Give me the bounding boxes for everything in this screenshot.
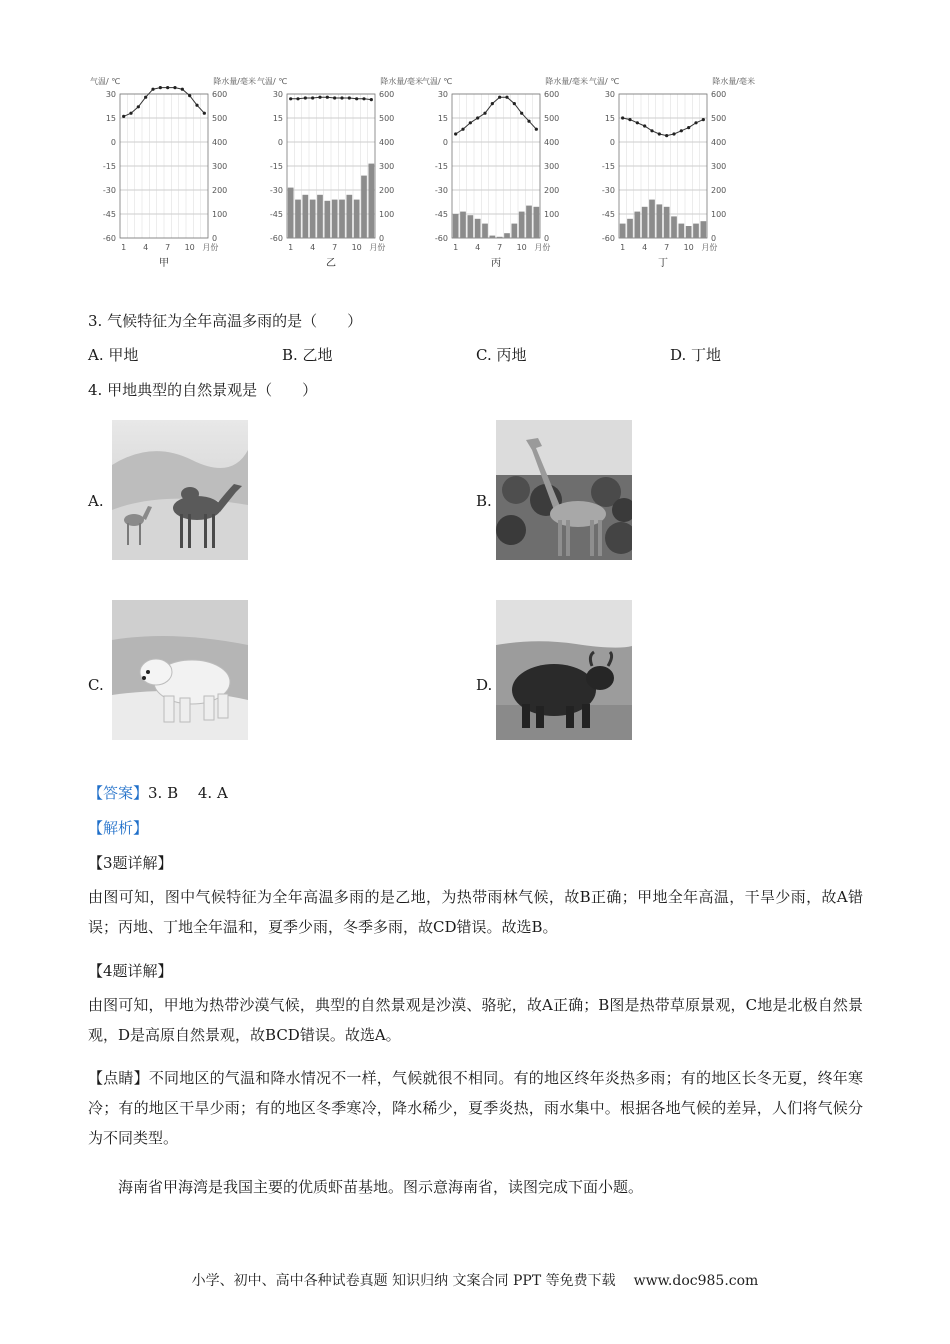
temp-point [621,116,624,119]
temp-tick-label: 15 [272,114,283,123]
month-axis-label: 月份 [701,243,718,252]
q4-detail-tag: 【4题详解】 [88,962,173,980]
temp-tick-label: 15 [105,114,116,123]
precip-tick-label: 100 [379,210,395,219]
q3-option-d[interactable]: D. 丁地 [670,346,722,364]
giraffe-savanna-photo [496,420,632,560]
temp-point [658,132,661,135]
next-question-intro: 海南省甲海湾是我国主要的优质虾苗基地。图示意海南省，读图完成下面小题。 [118,1178,644,1196]
month-tick-label: 10 [351,243,362,252]
temp-axis-label: 气温/ ℃ [422,77,453,86]
month-tick-label: 1 [620,243,626,252]
temp-point [520,112,523,115]
precip-tick-label: 0 [544,234,550,243]
temp-point [665,134,668,137]
temp-tick-label: 30 [105,90,116,99]
month-tick-label: 1 [453,243,459,252]
precip-bar [656,204,662,238]
precip-tick-label: 500 [711,114,727,123]
precip-tick-label: 200 [212,186,228,195]
climate-chart-bing [420,72,590,272]
precip-bar [497,237,503,238]
month-tick-label: 7 [332,243,338,252]
month-tick-label: 4 [310,243,316,252]
temp-point [636,121,639,124]
footer-site-link[interactable]: www.doc985.com [633,1273,759,1289]
temp-point [702,118,705,121]
precip-bar [700,221,706,238]
temp-point [144,96,147,99]
temp-tick-label: -60 [269,234,283,243]
precip-bar [317,195,323,238]
month-tick-label: 4 [642,243,648,252]
camel-desert-photo [112,420,248,560]
temp-point [694,121,697,124]
temp-tick-label: -45 [601,210,615,219]
climate-chart-yi [255,72,425,272]
precip-bar [368,164,374,238]
precip-bar [649,200,655,238]
temp-tick-label: -15 [269,162,283,171]
temp-point [304,96,307,99]
precip-bar [361,176,367,238]
precip-tick-label: 600 [379,90,395,99]
precip-bar [339,200,345,238]
month-tick-label: 4 [475,243,481,252]
precip-axis-label: 降水量/毫米 [380,77,423,86]
precip-bar [686,226,692,238]
analysis-tag: 【解析】 [88,819,149,837]
precip-tick-label: 500 [212,114,228,123]
precip-tick-label: 600 [544,90,560,99]
month-tick-label: 1 [121,243,127,252]
precip-bar [526,206,532,238]
precip-tick-label: 400 [544,138,560,147]
temp-point [505,96,508,99]
precip-bar [288,188,294,238]
temp-point [355,97,358,100]
temp-point [527,120,530,123]
temp-point [203,112,206,115]
temp-point [454,132,457,135]
q3-stem: 3. 气候特征为全年高温多雨的是（ ） [88,312,363,330]
temp-point [483,112,486,115]
temp-point [195,104,198,107]
precip-tick-label: 400 [379,138,395,147]
temp-point [461,128,464,131]
temp-point [340,96,343,99]
precip-bar [533,207,539,238]
temp-tick-label: -45 [102,210,116,219]
precip-bar [511,224,517,238]
precip-tick-label: 200 [544,186,560,195]
temp-tick-label: 15 [604,114,615,123]
precip-bar [324,201,330,238]
month-tick-label: 7 [497,243,503,252]
precip-tick-label: 300 [212,162,228,171]
precip-bar [693,224,699,238]
month-axis-label: 月份 [534,243,551,252]
climate-chart-jia [88,72,258,272]
chart-caption: 甲 [159,258,169,269]
temp-point [296,97,299,100]
temp-point [181,88,184,91]
temp-tick-label: 0 [609,138,615,147]
precip-bar [460,212,466,238]
polar-bear-photo [112,600,248,740]
temp-tick-label: 0 [442,138,448,147]
precip-tick-label: 600 [711,90,727,99]
temp-tick-label: -30 [434,186,448,195]
temp-tick-label: -15 [601,162,615,171]
temp-point [672,132,675,135]
month-tick-label: 4 [143,243,149,252]
temp-point [469,121,472,124]
answer-tag: 【答案】 [88,784,149,802]
precip-bar [302,195,308,238]
temp-point [348,96,351,99]
precip-bar [664,207,670,238]
temp-point [289,97,292,100]
precip-bar [519,212,525,238]
precip-bar [620,224,626,238]
temp-axis-label: 气温/ ℃ [589,77,620,86]
precip-bar [332,200,338,238]
precip-bar [475,219,481,238]
temp-point [498,96,501,99]
precip-bar [346,195,352,238]
temp-point [476,116,479,119]
temp-point [491,102,494,105]
q3-option-c[interactable]: C. 丙地 [476,346,527,364]
temp-tick-label: -15 [434,162,448,171]
q3-option-b[interactable]: B. 乙地 [282,346,333,364]
precip-tick-label: 500 [379,114,395,123]
q4-option-a-label[interactable]: A. [88,492,104,510]
precip-bar [642,207,648,238]
temp-point [513,102,516,105]
precip-tick-label: 100 [711,210,727,219]
temp-point [173,86,176,89]
month-tick-label: 7 [165,243,171,252]
temp-tick-label: -60 [601,234,615,243]
q4-option-c-label[interactable]: C. [88,676,104,694]
precip-bar [467,215,473,238]
temp-tick-label: 30 [437,90,448,99]
dianjing-block [88,1063,863,1153]
dianjing-text: 不同地区的气温和降水情况不一样，气候就很不相同。有的地区终年炎热多雨；有的地区长冬无夏，终年寒冷；有的地区干旱少雨；有的地区冬季寒冷，降水稀少，夏季炎热，雨水集中。根据各地气候的差异，人们将气候分为不同类型。 [88,1069,863,1147]
precip-tick-label: 300 [711,162,727,171]
month-axis-label: 月份 [202,243,219,252]
precip-bar [310,200,316,238]
temp-point [680,129,683,132]
temp-point [311,96,314,99]
precip-tick-label: 0 [212,234,218,243]
temp-point [151,88,154,91]
chart-caption: 丙 [491,258,501,269]
temp-point [318,96,321,99]
q4-detail-text: 由图可知，甲地为热带沙漠气候，典型的自然景观是沙漠、骆驼，故A正确；B图是热带草原景观，C地是北极自然景观，D是高原自然景观，故BCD错误。故选A。 [88,996,863,1044]
temp-point [122,115,125,118]
temp-axis-label: 气温/ ℃ [257,77,288,86]
month-tick-label: 10 [184,243,195,252]
month-tick-label: 10 [516,243,527,252]
precip-bar [678,224,684,238]
temp-tick-label: -60 [102,234,116,243]
temp-point [628,118,631,121]
answer-text: 3. B 4. A [148,784,228,802]
precip-tick-label: 100 [544,210,560,219]
precip-tick-label: 0 [379,234,385,243]
q4-stem: 4. 甲地典型的自然景观是（ ） [88,381,318,399]
q3-detail-tag: 【3题详解】 [88,854,173,872]
temp-point [188,94,191,97]
temp-tick-label: -45 [269,210,283,219]
precip-bar [671,216,677,238]
temp-point [129,112,132,115]
yak-plateau-photo [496,600,632,740]
temp-point [643,124,646,127]
precip-tick-label: 300 [379,162,395,171]
precip-bar [482,224,488,238]
precip-bar [354,200,360,238]
precip-tick-label: 500 [544,114,560,123]
temp-tick-label: -15 [102,162,116,171]
month-tick-label: 1 [288,243,294,252]
q3-option-a[interactable]: A. 甲地 [88,346,139,364]
precip-tick-label: 300 [544,162,560,171]
precip-bar [453,214,459,238]
precip-tick-label: 400 [212,138,228,147]
temp-tick-label: -30 [102,186,116,195]
temp-tick-label: 30 [604,90,615,99]
temp-point [687,126,690,129]
precip-tick-label: 600 [212,90,228,99]
chart-caption: 乙 [326,258,336,269]
precip-bar [634,212,640,238]
temp-tick-label: 15 [437,114,448,123]
temp-point [650,129,653,132]
dianjing-tag: 【点睛】 [88,1069,149,1087]
precip-tick-label: 0 [711,234,717,243]
precip-axis-label: 降水量/毫米 [545,77,588,86]
month-tick-label: 7 [664,243,670,252]
month-tick-label: 10 [683,243,694,252]
precip-tick-label: 100 [212,210,228,219]
precip-bar [504,233,510,238]
precip-bar [295,200,301,238]
precip-axis-label: 降水量/毫米 [712,77,755,86]
precip-tick-label: 200 [379,186,395,195]
page-footer [0,1270,950,1290]
temp-point [333,96,336,99]
temp-tick-label: 0 [277,138,283,147]
q3-detail-text: 由图可知，图中气候特征为全年高温多雨的是乙地，为热带雨林气候，故B正确；甲地全年高温，干旱少雨，故A错误；丙地、丁地全年温和，夏季少雨，冬季多雨，故CD错误。故选B。 [88,888,863,936]
precip-bar [489,236,495,238]
temp-point [159,86,162,89]
q4-option-b-label[interactable]: B. [476,492,492,510]
temp-tick-label: -30 [269,186,283,195]
temp-point [166,86,169,89]
precip-tick-label: 200 [711,186,727,195]
temp-point [535,128,538,131]
temp-tick-label: 0 [110,138,116,147]
month-axis-label: 月份 [369,243,386,252]
chart-caption: 丁 [658,258,668,269]
precip-tick-label: 400 [711,138,727,147]
precip-bar [627,219,633,238]
temp-tick-label: -60 [434,234,448,243]
temp-point [362,97,365,100]
answer-line [88,783,228,803]
temp-point [326,96,329,99]
footer-text: 小学、初中、高中各种试卷真题 知识归纳 文案合同 PPT 等免费下载 [191,1273,616,1289]
temp-point [370,98,373,101]
temp-tick-label: -30 [601,186,615,195]
q4-option-d-label[interactable]: D. [476,676,493,694]
climate-chart-ding [587,72,757,272]
precip-axis-label: 降水量/毫米 [213,77,256,86]
temp-tick-label: 30 [272,90,283,99]
temp-point [137,105,140,108]
temp-tick-label: -45 [434,210,448,219]
temp-axis-label: 气温/ ℃ [90,77,121,86]
